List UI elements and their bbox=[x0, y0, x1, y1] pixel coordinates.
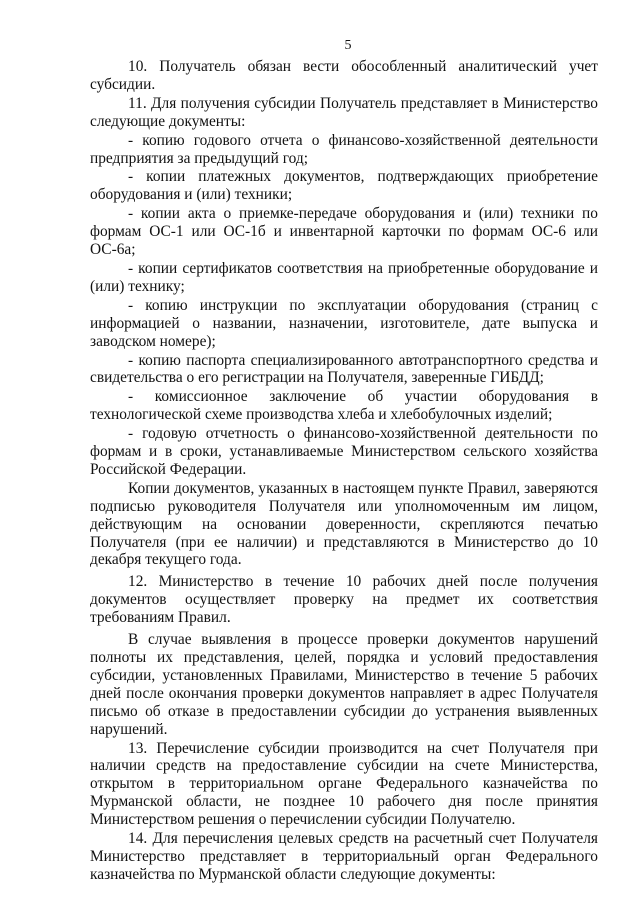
list-item-annual-reporting: - годовую отчетность о финансово-хозяйственной деятельности по формам и в сроки, устанавливаемые Министерством сельского хозяйства Российской Федерации. bbox=[90, 425, 598, 478]
page-number: 5 bbox=[344, 38, 352, 53]
list-item-operating-instructions: - копию инструкции по эксплуатации оборудования (страниц с информацией о названии, назначении, изготовителе, дате выпуска и заводском номере); bbox=[90, 296, 598, 350]
list-item-payment-documents: - копии платежных документов, подтверждающих приобретение оборудования и (или) техники; bbox=[90, 168, 598, 204]
paragraph-13: 13. Перечисление субсидии производится на счет Получателя при наличии средств на предоставление субсидии на счете Министерства, открытом в территориальном органе Федерального казначейства по Мурманской области, не позднее 10 рабочего дня после принятия Министерством решения о перечислении субсидии Получателю. bbox=[90, 739, 598, 829]
list-item-vehicle-passport: - копию паспорта специализированного автотранспортного средства и свидетельства о его регистрации на Получателя, заверенные ГИБДД; bbox=[90, 351, 598, 387]
paragraph-14: 14. Для перечисления целевых средств на расчетный счет Получателя Министерство представляет в территориальный орган Федерального казначейства по Мурманской области следующие документы: bbox=[90, 830, 598, 883]
paragraph-11: 11. Для получения субсидии Получатель представляет в Министерство следующие документы: bbox=[90, 94, 598, 130]
paragraph-10: 10. Получатель обязан вести обособленный аналитический учет субсидии. bbox=[90, 58, 598, 93]
document-body bbox=[90, 58, 598, 884]
paragraph-12: 12. Министерство в течение 10 рабочих дней после получения документов осуществляет проверку на предмет их соответствия требованиям Правил. bbox=[90, 573, 598, 627]
list-item-annual-report: - копию годового отчета о финансово-хозяйственной деятельности предприятия за предыдущий год; bbox=[90, 131, 598, 167]
paragraph-violations: В случае выявления в процессе проверки документов нарушений полноты их представления, целей, порядка и условий предоставления субсидии, установленных Правилами, Министерство в течение 5 рабочих дней после окончания проверки документов направляет в адрес Получателя письмо об отказе в предоставлении субсидии до устранения выявленных нарушений. bbox=[90, 631, 598, 738]
list-item-acceptance-act: - копии акта о приемке-передаче оборудования и (или) техники по формам ОС-1 или ОС-1б и инвентарной карточки по формам ОС-6 или ОС-6а; bbox=[90, 205, 598, 259]
list-item-certificates: - копии сертификатов соответствия на приобретенные оборудование и (или) технику; bbox=[90, 259, 598, 295]
list-item-commission-conclusion: - комиссионное заключение об участии оборудования в технологической схеме производства хлеба и хлебобулочных изделий; bbox=[90, 388, 598, 424]
paragraph-copies-certification: Копии документов, указанных в настоящем пункте Правил, заверяются подписью руководителя Получателя или уполномоченным им лицом, действующим на основании доверенности, скрепляются печатью Получателя (при ее наличии) и представляются в Министерство до 10 декабря текущего года. bbox=[90, 479, 598, 569]
